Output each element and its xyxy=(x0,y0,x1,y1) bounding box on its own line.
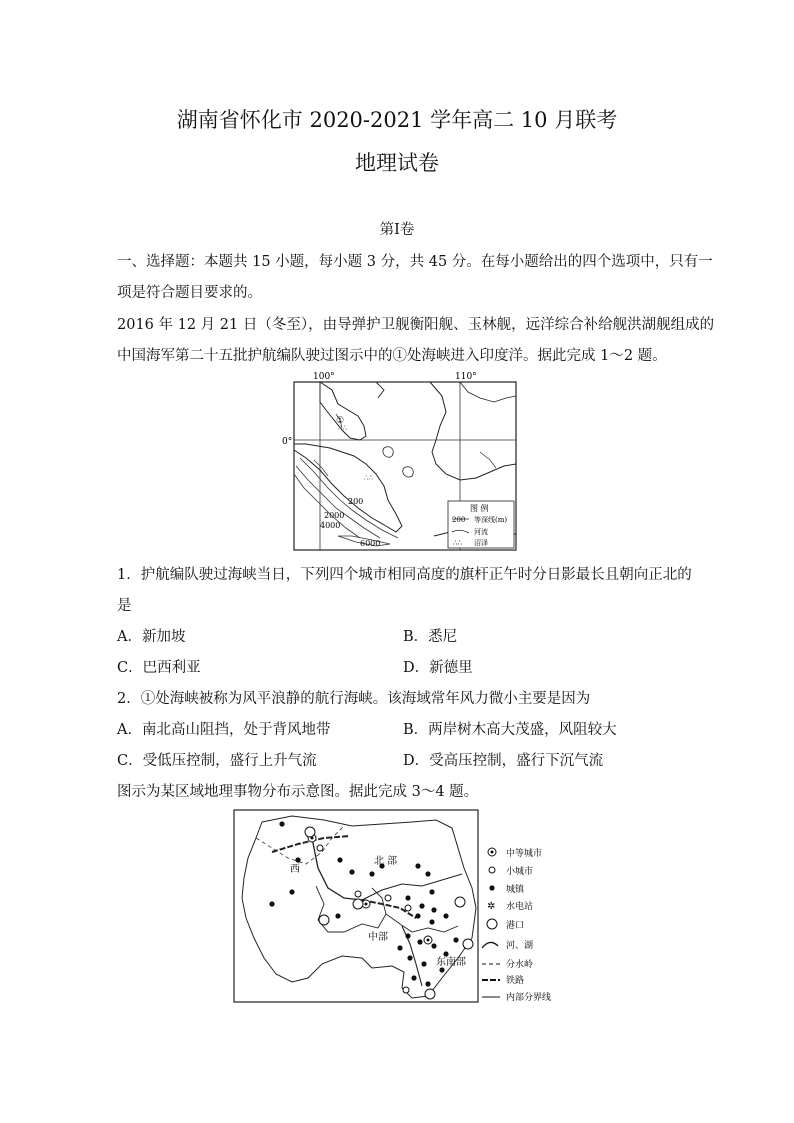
legend-boundary: 内部分界线 xyxy=(506,993,552,1003)
legend-railway: 铁路 xyxy=(506,976,525,986)
legend-watershed: 分水岭 xyxy=(506,960,534,970)
region-north-label: 北 部 xyxy=(374,856,398,867)
passage1-line-2: 中国海军第二十五批护航编队驶过图示中的①处海峡进入印度洋。据此完成 1～2 题。 xyxy=(117,348,667,364)
legend-swamp-text: 沼泽 xyxy=(474,539,488,547)
map2-legend xyxy=(482,847,551,1003)
legend-hydropower-icon: ✲ xyxy=(487,901,496,912)
page-title: 湖南省怀化市 2020-2021 学年高二 10 月联考 xyxy=(176,108,618,132)
legend-title: 图 例 xyxy=(470,504,489,513)
q2-stem: 2．①处海峡被称为风平浪静的航行海峡。该海域常年风力微小主要是因为 xyxy=(117,691,591,707)
passage2: 图示为某区域地理事物分布示意图。据此完成 3～4 题。 xyxy=(117,784,479,800)
region-middle-label: 中部 xyxy=(368,932,388,943)
page-subtitle: 地理试卷 xyxy=(355,151,439,175)
q2-option-b: B．两岸树木高大茂盛，风阻较大 xyxy=(403,722,617,738)
legend-small-city: 小城市 xyxy=(506,867,534,877)
latitude-0-label: 0° xyxy=(282,437,293,447)
region-southeast-label: 东南部 xyxy=(436,957,466,968)
region-west-label: 西 xyxy=(290,864,300,875)
contour-200-label: 200 xyxy=(348,497,364,506)
q2-option-d: D．受高压控制，盛行下沉气流 xyxy=(403,753,604,769)
longitude-110-label: 110° xyxy=(455,372,477,382)
q1-stem-line-1: 1．护航编队驶过海峡当日，下列四个城市相同高度的旗杆正午时分日影最长且朝向正北的 xyxy=(117,567,692,583)
contour-4000-label: 4000 xyxy=(320,521,341,530)
legend-town: 城镇 xyxy=(506,885,525,895)
contour-2000-label: 2000 xyxy=(324,511,345,520)
q1-option-c: C．巴西利亚 xyxy=(117,660,201,676)
q1-option-d: D．新德里 xyxy=(403,660,473,676)
legend-contour-text: 等深线(m) xyxy=(474,516,508,524)
q1-option-b: B．悉尼 xyxy=(403,629,458,645)
legend-hydropower: 水电站 xyxy=(506,902,534,912)
q1-stem-line-2: 是 xyxy=(117,598,132,614)
legend-swamp-symbol: ∴∴ xyxy=(453,539,462,547)
passage1-line-1: 2016 年 12 月 21 日（冬至），由导弹护卫舰衡阳舰、玉林舰，远洋综合补给舰洪湖舰组成的 xyxy=(117,317,715,333)
instructions-line-1: 一、选择题：本题共 15 小题，每小题 3 分，共 45 分。在每小题给出的四个选项中，只有一 xyxy=(117,254,713,270)
legend-contour-value: 200 xyxy=(452,516,466,524)
longitude-100-label: 100° xyxy=(313,372,335,382)
q1-option-a: A．新加坡 xyxy=(117,629,186,645)
legend-medium-city: 中等城市 xyxy=(506,849,543,859)
swamp-symbol: ∴∴ xyxy=(364,474,373,482)
legend-port: 港口 xyxy=(506,921,525,931)
instructions-line-2: 项是符合题目要求的。 xyxy=(117,285,262,301)
section-label: 第Ⅰ卷 xyxy=(379,222,415,238)
region-map xyxy=(232,808,572,1006)
strait-map xyxy=(280,368,520,554)
swamp-symbol: ∴∴ xyxy=(338,424,347,432)
legend-river-text: 河流 xyxy=(474,528,488,536)
q2-option-a: A．南北高山阻挡，处于背风地带 xyxy=(117,722,331,738)
contour-6000-label: 6000 xyxy=(360,539,381,548)
q2-option-c: C．受低压控制，盛行上升气流 xyxy=(117,753,317,769)
legend-river-lake: 河、湖 xyxy=(506,941,534,951)
strait-marker: ① xyxy=(336,416,345,426)
